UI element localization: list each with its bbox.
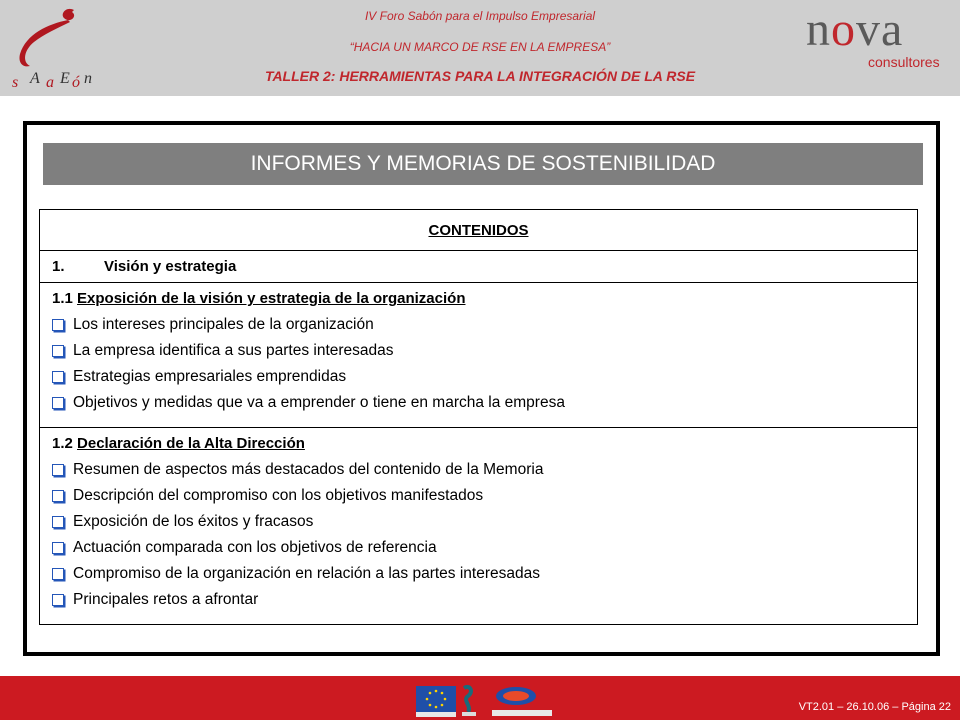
checkbox-bullet-icon — [52, 319, 64, 331]
subsection-heading: Declaración de la Alta Dirección — [77, 435, 305, 452]
header-forum-name: IV Foro Sabón para el Impulso Empresarial — [364, 9, 596, 23]
sabon-logo — [8, 4, 98, 92]
section-label: Visión y estrategia — [104, 257, 237, 275]
section-number: 1. — [52, 257, 65, 275]
checkbox-bullet-icon — [52, 371, 64, 383]
footer-band — [0, 676, 960, 720]
ibae-logo-icon — [462, 687, 476, 716]
list-item: Compromiso de la organización en relación a las partes interesadas — [52, 561, 917, 587]
table-header-row — [40, 210, 917, 251]
nova-wordmark: nova — [806, 3, 904, 56]
contents-table — [39, 209, 918, 625]
list-item: Exposición de los éxitos y fracasos — [52, 509, 917, 535]
table-row-section — [40, 250, 917, 283]
header-workshop-title: TALLER 2: HERRAMIENTAS PARA LA INTEGRACIÓN DE LA RSE — [264, 68, 696, 84]
subsection-heading: Exposición de la visión y estrategia de la organización — [77, 290, 466, 307]
slide-title: INFORMES Y MEMORIAS DE SOSTENIBILIDAD — [43, 143, 923, 185]
subsection-item-list — [52, 457, 917, 613]
checkbox-bullet-icon — [52, 464, 64, 476]
programa-proder-icon — [492, 687, 552, 716]
subsection-title — [52, 435, 917, 453]
list-item: Resumen de aspectos más destacados del contenido de la Memoria — [52, 457, 917, 483]
checkbox-bullet-icon — [52, 594, 64, 606]
list-item: Principales retos a afrontar — [52, 587, 917, 613]
subsection-number: 1.1 — [52, 290, 73, 307]
table-header-label: CONTENIDOS — [428, 221, 529, 239]
nova-logo — [806, 3, 956, 72]
subsection-item-list — [52, 312, 917, 416]
checkbox-bullet-icon — [52, 397, 64, 409]
list-item: Actuación comparada con los objetivos de referencia — [52, 535, 917, 561]
checkbox-bullet-icon — [52, 345, 64, 357]
nova-subtitle: consultores — [868, 54, 940, 70]
header-band — [0, 0, 960, 96]
checkbox-bullet-icon — [52, 568, 64, 580]
page-number: VT2.01 – 26.10.06 – Página 22 — [798, 701, 951, 713]
sabon-swoosh-icon — [8, 4, 98, 74]
subsection-title — [52, 290, 917, 308]
checkbox-bullet-icon — [52, 542, 64, 554]
checkbox-bullet-icon — [52, 516, 64, 528]
header-subtitle: “HACIA UN MARCO DE RSE EN LA EMPRESA” — [349, 40, 611, 54]
sabon-letters: s A a E ó n — [12, 70, 92, 91]
list-item: La empresa identifica a sus partes interesadas — [52, 338, 917, 364]
eu-flag-icon — [416, 686, 456, 717]
checkbox-bullet-icon — [52, 490, 64, 502]
list-item: Objetivos y medidas que va a emprender o tiene en marcha la empresa — [52, 390, 917, 416]
table-row-subsection-2 — [40, 427, 917, 624]
list-item: Los intereses principales de la organización — [52, 312, 917, 338]
sponsor-logos — [412, 680, 572, 718]
table-row-subsection-1 — [40, 282, 917, 428]
list-item: Estrategias empresariales emprendidas — [52, 364, 917, 390]
subsection-number: 1.2 — [52, 435, 73, 452]
slide-frame — [23, 121, 940, 656]
list-item: Descripción del compromiso con los objetivos manifestados — [52, 483, 917, 509]
